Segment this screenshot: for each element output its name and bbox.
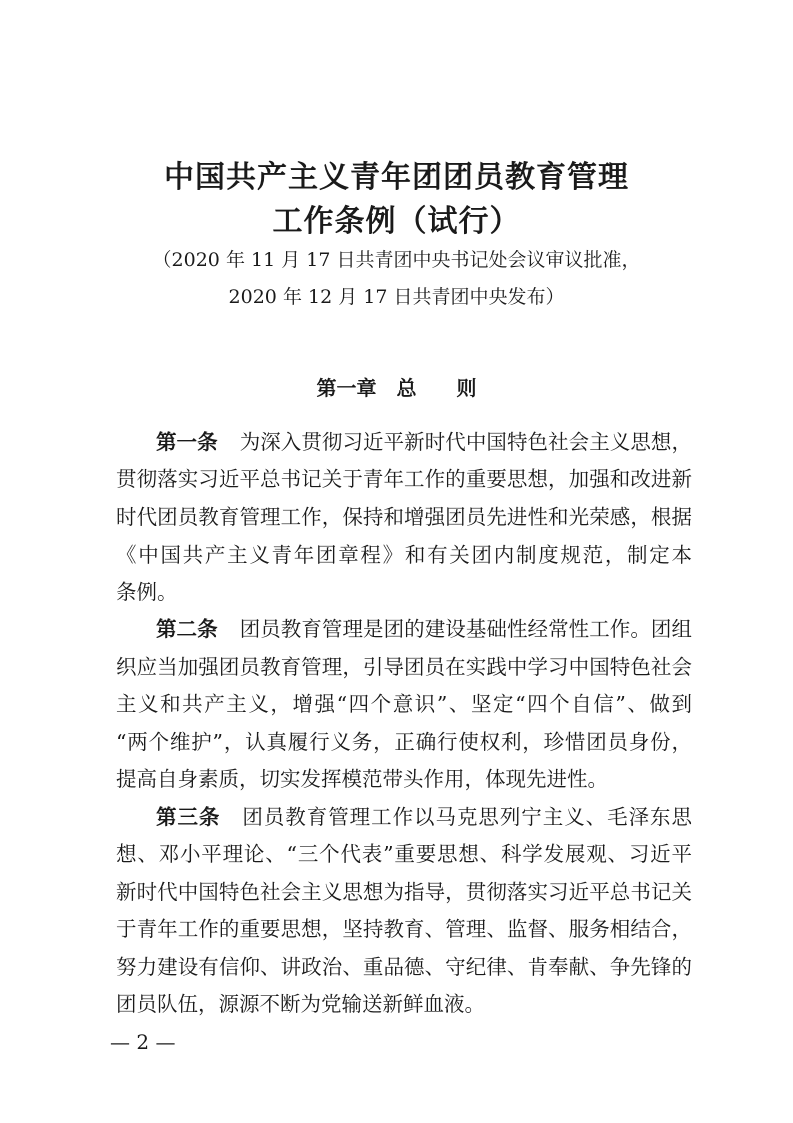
page-number: — 2 —	[110, 1030, 176, 1054]
article-3-line-5: 努力建设有信仰、讲政治、重品德、守纪律、肯奉献、争先锋的	[116, 955, 692, 979]
article-1-label: 第一条	[156, 430, 218, 454]
article-2-line-4: “两个维护”，认真履行义务，正确行使权利，珍惜团员身份，	[116, 730, 692, 754]
article-1-line-2: 贯彻落实习近平总书记关于青年工作的重要思想，加强和改进新	[116, 467, 692, 491]
document-subtitle-line-2: 2020 年 12 月 17 日共青团中央发布）	[228, 286, 565, 308]
article-text: 为深入贯彻习近平新时代中国特色社会主义思想，	[239, 430, 692, 454]
article-3-line-2: 想、邓小平理论、“三个代表”重要思想、科学发展观、习近平	[116, 842, 692, 866]
article-2-label: 第二条	[156, 617, 218, 641]
article-1-line-1	[156, 430, 692, 454]
article-2-line-2: 织应当加强团员教育管理，引导团员在实践中学习中国特色社会	[116, 655, 692, 679]
article-text: 团员教育管理是团的建设基础性经常性工作。团组	[239, 617, 692, 641]
article-1-line-5: 条例。	[116, 580, 178, 604]
document-title-line-1: 中国共产主义青年团团员教育管理	[164, 160, 629, 195]
article-3-line-6: 团员队伍，源源不断为党输送新鲜血液。	[116, 992, 485, 1016]
article-1-line-4: 《中国共产主义青年团章程》和有关团内制度规范，制定本	[116, 543, 692, 567]
article-3-line-1	[156, 805, 692, 829]
article-1-line-3: 时代团员教育管理工作，保持和增强团员先进性和光荣感，根据	[116, 505, 692, 529]
article-text: 团员教育管理工作以马克思列宁主义、毛泽东思	[242, 805, 692, 829]
article-3-label: 第三条	[156, 805, 221, 829]
document-title-line-2: 工作条例（试行）	[272, 204, 521, 239]
article-2-line-3: 主义和共产主义，增强“四个意识”、坚定“四个自信”、做到	[116, 692, 692, 716]
article-2-line-1	[156, 617, 692, 641]
article-3-line-3: 新时代中国特色社会主义思想为指导，贯彻落实习近平总书记关	[116, 880, 692, 904]
chapter-heading: 第一章 总 则	[316, 376, 477, 400]
article-2-line-5: 提高自身素质，切实发挥模范带头作用，体现先进性。	[116, 767, 608, 791]
article-3-line-4: 于青年工作的重要思想，坚持教育、管理、监督、服务相结合，	[116, 917, 692, 941]
document-subtitle-line-1: （2020 年 11 月 17 日共青团中央书记处会议审议批准，	[152, 249, 641, 271]
